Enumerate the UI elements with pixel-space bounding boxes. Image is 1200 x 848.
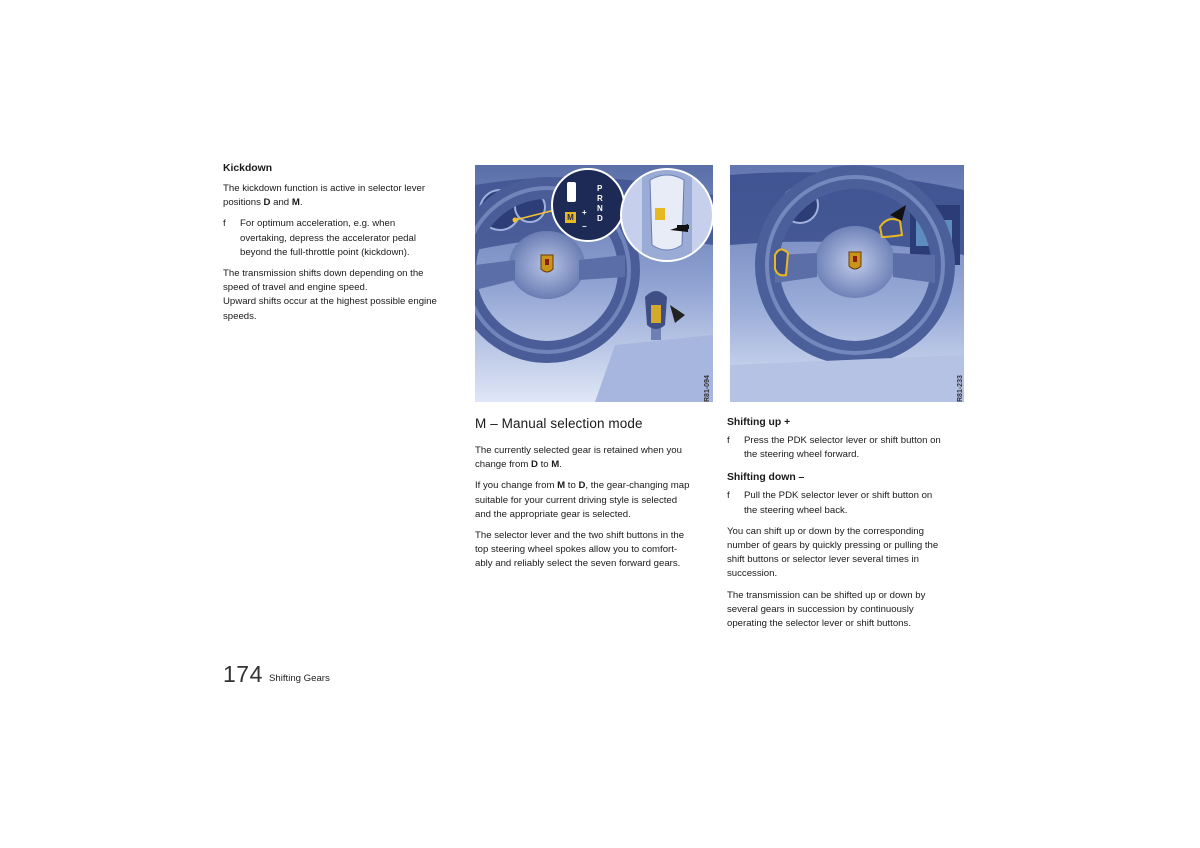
shifting-down-bullet: f Pull the PDK selector lever or shift button on the steering wheel back. — [727, 490, 933, 516]
middle-column — [475, 416, 715, 572]
steering-wheel-illustration — [730, 165, 964, 402]
gate-lever-indicator — [567, 182, 576, 202]
running-title: Shifting Gears — [269, 673, 330, 684]
shifting-paragraph-1: You can shift up or down by the corresponding number of gears by quickly pressing or pulling the shift buttons or selector lever several times in succession. — [727, 525, 939, 580]
bullet-mark: f — [727, 490, 730, 502]
selector-lever-figure — [475, 165, 713, 402]
steering-wheel-figure — [730, 165, 964, 402]
figure-code-right: R81-233 — [957, 375, 964, 402]
section-title: M – Manual selection mode — [475, 416, 643, 431]
shifting-down-heading: Shifting down – — [727, 472, 805, 484]
gate-plus: + — [582, 208, 587, 217]
bullet-mark: f — [727, 435, 730, 446]
gate-letters: P R N D — [597, 184, 603, 223]
kickdown-bullet: f For optimum acceleration, e.g. when overtaking, depress the accelerator pedal beyond the full-throttle point (kickdown). — [223, 218, 416, 258]
lever-closeup-inset — [620, 168, 713, 262]
gate-minus: − — [582, 222, 587, 231]
left-column — [223, 163, 463, 324]
bullet-mark: f — [223, 218, 226, 230]
kickdown-paragraph: The transmission shifts down depending on the speed of travel and engine speed. Upward shifts occur at the highest possible engine speeds. — [223, 268, 437, 322]
shifting-paragraph-2: The transmission can be shifted up or down by several gears in succession by continuously operating the selector lever or shift buttons. — [727, 589, 926, 630]
kickdown-intro: The kickdown function is active in selector lever positions D and M. — [223, 183, 426, 209]
figure-code-left: R81-094 — [704, 375, 711, 402]
gate-m-label: M — [565, 212, 576, 223]
right-column — [727, 417, 972, 631]
page-number: 174 — [223, 661, 263, 687]
shifting-up-bullet: f Press the PDK selector lever or shift button on the steering wheel forward. — [727, 435, 941, 461]
manual-mode-p2: If you change from M to D, the gear-changing map suitable for your current driving style is selected and the appropriate gear is selected. — [475, 480, 690, 520]
kickdown-heading: Kickdown — [223, 163, 273, 174]
manual-mode-p1: The currently selected gear is retained when you change from D to M. — [475, 445, 682, 471]
manual-mode-p3: The selector lever and the two shift buttons in the top steering wheel spokes allow you to comfort- ably and reliably select the seven forward gears. — [475, 530, 685, 570]
gate-inset — [551, 168, 625, 242]
shifting-up-heading: Shifting up + — [727, 417, 791, 428]
